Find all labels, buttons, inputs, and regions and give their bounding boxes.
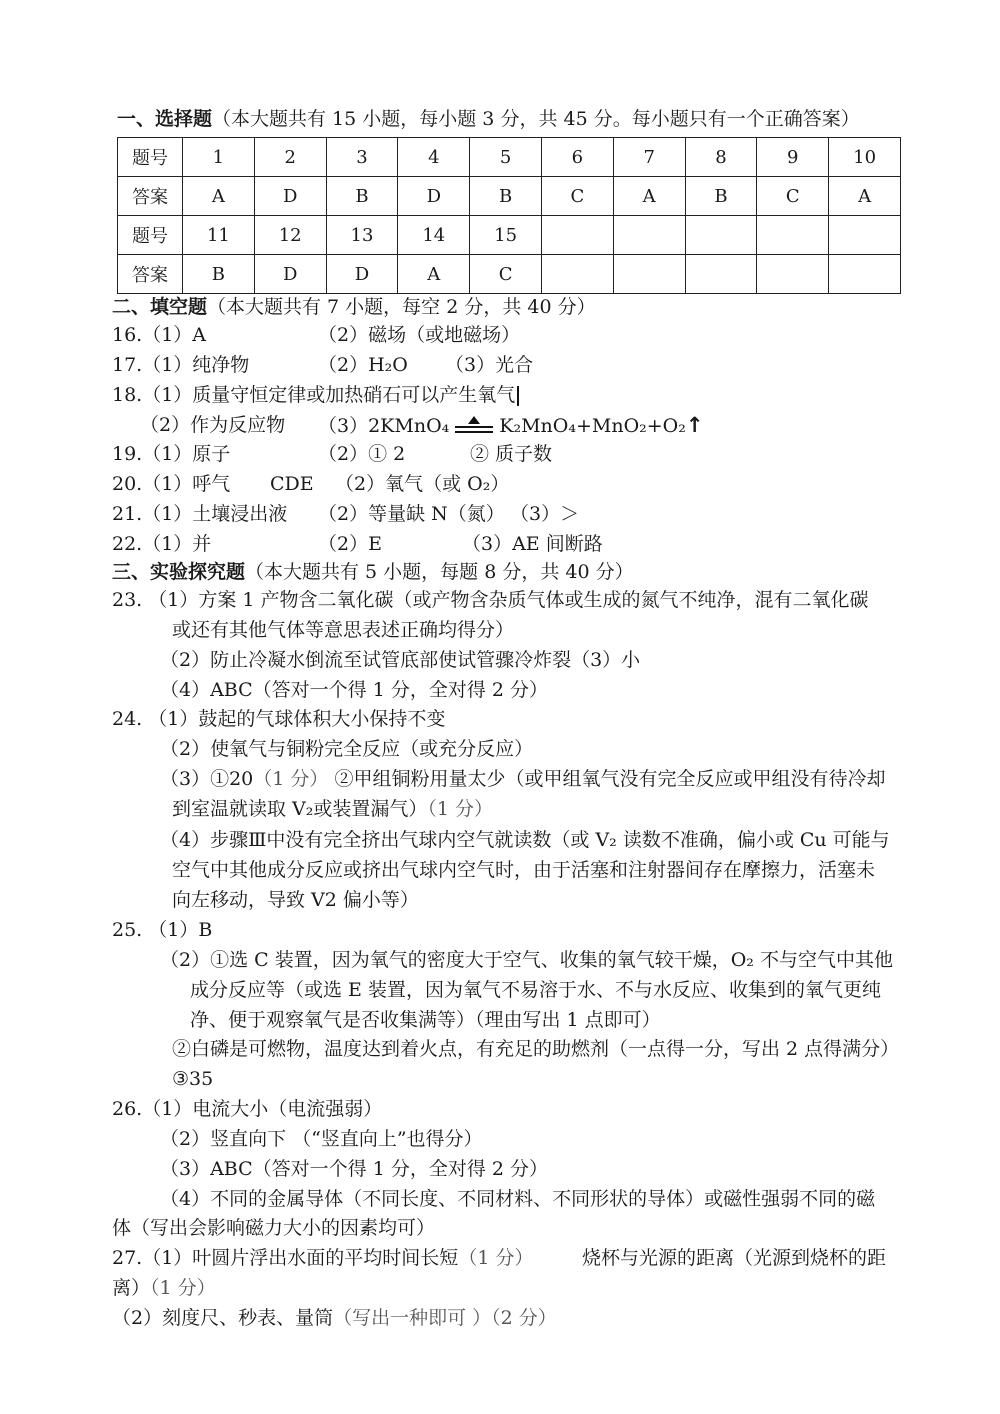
table-cell: D	[254, 255, 326, 294]
table-cell: A	[829, 177, 901, 216]
q25-line6: ③35	[172, 1068, 214, 1090]
row-label-answer: 答案	[118, 177, 183, 216]
q18-line1	[112, 383, 519, 407]
q17-part3: （3）光合	[445, 354, 534, 376]
table-cell	[685, 216, 757, 255]
section3-heading	[112, 560, 634, 584]
table-row	[118, 255, 901, 294]
table-cell: 6	[541, 138, 613, 177]
q24-l4b: （1 分）	[427, 798, 494, 820]
q24-l3b: （1 分）	[253, 768, 329, 790]
q18-reactant: （3）2KMnO₄	[318, 415, 450, 437]
table-row	[118, 216, 901, 255]
q24-line7: 向左移动，导致 V2 偏小等）	[172, 889, 419, 911]
q25-line4: 净、便于观察氧气是否收集满等）（理由写出 1 点即可）	[190, 1009, 661, 1031]
q19-part3: ② 质子数	[470, 443, 553, 465]
q23-line2: 或还有其他气体等意思表述正确均得分）	[172, 619, 515, 641]
table-cell	[541, 216, 613, 255]
table-cell: 13	[326, 216, 398, 255]
row-label-number: 题号	[118, 216, 183, 255]
q24-l4a: 到室温就读取 V₂或装置漏气）	[172, 798, 428, 820]
text-cursor	[517, 386, 519, 406]
q27-l2b: （1 分）	[150, 1277, 216, 1299]
q27-l1b: （1 分）	[458, 1247, 534, 1269]
table-cell: D	[326, 255, 398, 294]
q22-part2: （2）E	[318, 533, 382, 555]
gas-up-arrow-icon: ↑	[685, 413, 704, 437]
q18-equation	[318, 413, 704, 438]
q27-l3b: （写出一种即可 ）（2 分）	[333, 1307, 557, 1329]
table-cell: 7	[613, 138, 685, 177]
q17-part1: 17.（1）纯净物	[112, 354, 250, 376]
q21-part2: （2）等量缺 N（氮）	[318, 503, 505, 525]
q20-part2: CDE	[270, 473, 314, 495]
section3-note: （本大题共有 5 小题，每题 8 分，共 40 分）	[245, 561, 634, 583]
q26-line3: （3）ABC（答对一个得 1 分，全对得 2 分）	[160, 1158, 548, 1180]
section2-note: （本大题共有 7 小题，每空 2 分，共 40 分）	[207, 296, 596, 318]
q22-part1: 22.（1）并	[112, 533, 212, 555]
table-cell: B	[183, 255, 255, 294]
table-cell	[613, 216, 685, 255]
q24-l3c: ②甲组铜粉用量太少（或甲组氧气没有完全反应或甲组没有待冷却	[334, 768, 886, 790]
q24-line2: （2）使氧气与铜粉完全反应（或充分反应）	[160, 738, 534, 760]
q27-l3a: （2）刻度尺、秒表、量筒	[112, 1307, 334, 1329]
q18-part1: 18.（1）质量守恒定律或加热硝石可以产生氧气	[112, 384, 516, 406]
table-cell: A	[183, 177, 255, 216]
table-cell	[685, 255, 757, 294]
table-cell: 4	[398, 138, 470, 177]
table-row	[118, 177, 901, 216]
section2-heading	[112, 295, 596, 319]
q23-line4: （4）ABC（答对一个得 1 分，全对得 2 分）	[160, 679, 548, 701]
table-cell	[757, 255, 829, 294]
section1-title: 一、选择题	[117, 108, 213, 130]
table-cell: B	[470, 177, 542, 216]
table-cell	[829, 216, 901, 255]
q20-part1: 20.（1）呼气	[112, 473, 231, 495]
q24-line5: （4）步骤Ⅲ中没有完全挤出气球内空气就读数（或 V₂ 读数不准确，偏小或 Cu 可能与	[160, 829, 890, 851]
q19-part2: （2）① 2	[318, 443, 406, 465]
q27-l1c: 烧杯与光源的距离（光源到烧杯的距	[582, 1247, 887, 1269]
q24-line1: 24. （1）鼓起的气球体积大小保持不变	[112, 708, 446, 730]
table-cell: 2	[254, 138, 326, 177]
q25-line2: （2）①选 C 装置，因为氧气的密度大于空气、收集的氧气较干燥，O₂ 不与空气中其他	[160, 949, 893, 971]
q27-line2	[112, 1276, 216, 1300]
q16-part2: （2）磁场（或地磁场）	[318, 324, 521, 346]
table-cell: D	[254, 177, 326, 216]
table-cell: 10	[829, 138, 901, 177]
q21-part1: 21.（1）土壤浸出液	[112, 503, 288, 525]
q20-part3: （2）氧气（或 O₂）	[335, 473, 510, 495]
table-cell: A	[613, 177, 685, 216]
section2-title: 二、填空题	[112, 296, 208, 318]
table-cell: 5	[470, 138, 542, 177]
q26-line5: 体（写出会影响磁力大小的因素均可）	[112, 1217, 436, 1239]
q24-line4	[172, 797, 493, 821]
table-cell	[757, 216, 829, 255]
table-cell: C	[757, 177, 829, 216]
q25-line5: ②白磷是可燃物，温度达到着火点，有充足的助燃剂（一点得一分，写出 2 点得满分）	[172, 1038, 900, 1060]
q23-line1: 23. （1）方案 1 产物含二氧化碳（或产物含杂质气体或生成的氮气不纯净，混有二氧化碳	[112, 589, 869, 611]
row-label-number: 题号	[118, 138, 183, 177]
q24-l3a: （3）①20	[160, 768, 254, 790]
table-cell: 1	[183, 138, 255, 177]
table-cell: 11	[183, 216, 255, 255]
table-cell: 3	[326, 138, 398, 177]
q18-part2: （2）作为反应物	[140, 414, 286, 436]
q27-l2a: 离）	[112, 1277, 151, 1299]
table-cell: C	[541, 177, 613, 216]
section3-title: 三、实验探究题	[112, 561, 246, 583]
q26-line4: （4）不同的金属导体（不同长度、不同材料、不同形状的导体）或磁性强弱不同的磁	[160, 1188, 876, 1210]
table-cell: A	[398, 255, 470, 294]
q27-line1	[112, 1246, 533, 1270]
q23-line3: （2）防止冷凝水倒流至试管底部使试管骤冷炸裂（3）小	[160, 649, 641, 671]
table-cell: 9	[757, 138, 829, 177]
table-cell	[613, 255, 685, 294]
q18-products: K₂MnO₄+MnO₂+O₂	[499, 415, 686, 437]
table-cell: B	[326, 177, 398, 216]
section1-note: （本大题共有 15 小题，每小题 3 分，共 45 分。每小题只有一个正确答案）	[212, 108, 860, 130]
table-cell: D	[398, 177, 470, 216]
section1-heading	[117, 107, 860, 131]
table-row	[118, 138, 901, 177]
q17-part2: （2）H₂O	[318, 354, 408, 376]
q24-line6: 空气中其他成分反应或挤出气球内空气时，由于活塞和注射器间存在摩擦力，活塞未	[172, 859, 876, 881]
q16-part1: 16.（1）A	[112, 324, 207, 346]
answer-table	[117, 137, 901, 294]
table-cell: C	[470, 255, 542, 294]
q24-line3	[160, 767, 885, 791]
table-cell: B	[685, 177, 757, 216]
heat-arrow-icon	[455, 416, 493, 438]
table-cell: 14	[398, 216, 470, 255]
row-label-answer: 答案	[118, 255, 183, 294]
q21-part3: （3）＞	[510, 503, 580, 525]
q25-line1: 25. （1）B	[112, 919, 213, 941]
q27-line3	[112, 1306, 557, 1330]
q26-line2: （2）竖直向下 （“竖直向上”也得分）	[160, 1128, 483, 1150]
table-cell	[541, 255, 613, 294]
q22-part3: （3）AE 间断路	[462, 533, 603, 555]
table-cell: 8	[685, 138, 757, 177]
q25-line3: 成分反应等（或选 E 装置，因为氧气不易溶于水、不与水反应、收集到的氧气更纯	[190, 979, 881, 1001]
q26-line1: 26.（1）电流大小（电流强弱）	[112, 1098, 383, 1120]
table-cell: 15	[470, 216, 542, 255]
q27-l1a: 27.（1）叶圆片浮出水面的平均时间长短	[112, 1247, 459, 1269]
q19-part1: 19.（1）原子	[112, 443, 231, 465]
table-cell: 12	[254, 216, 326, 255]
table-cell	[829, 255, 901, 294]
